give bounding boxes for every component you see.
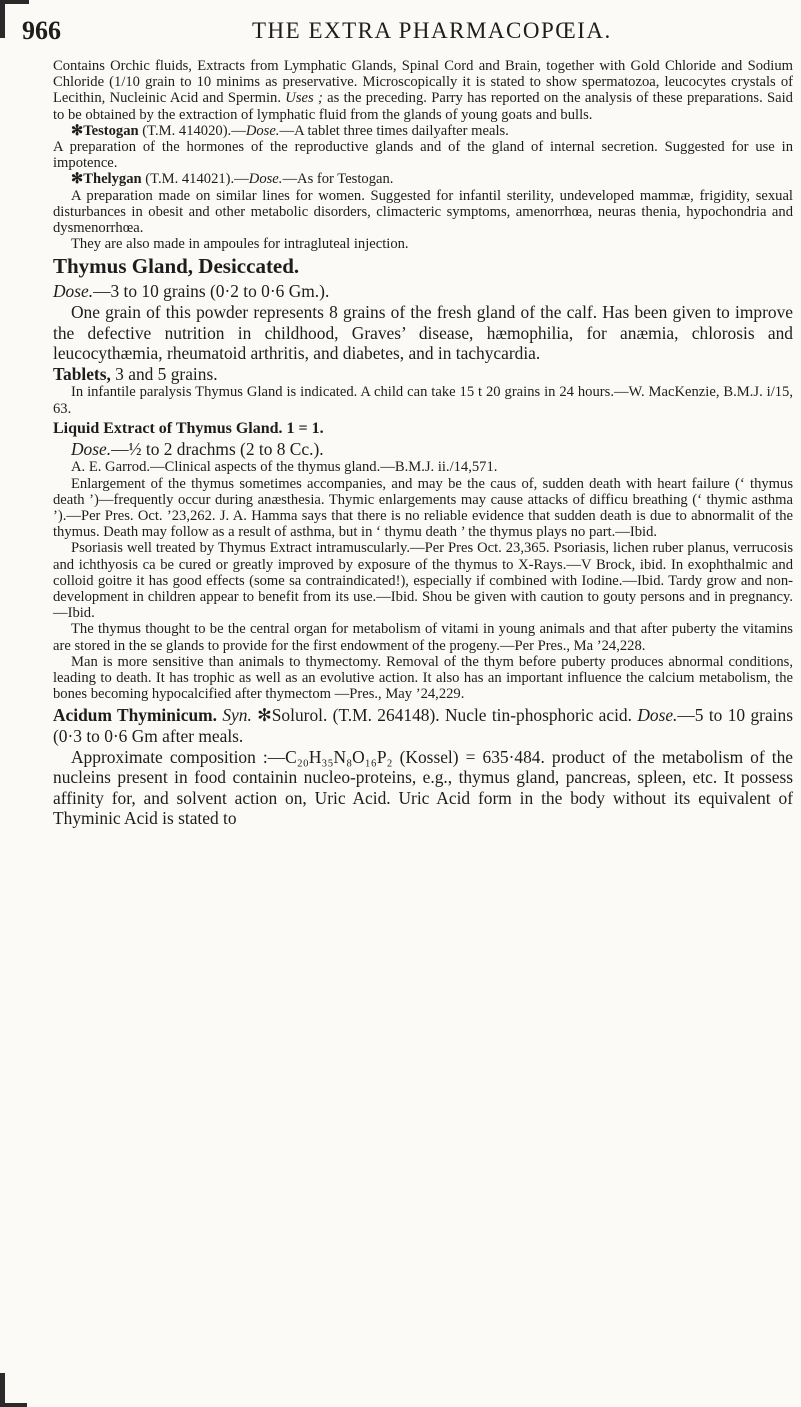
psoriasis-paragraph: Psoriasis well treated by Thymus Extract intramuscularly.—Per Pres Oct. 23,365. Psoriasis, lichen ruber planus, verrucosis and ichthyosis ca be cured or greatly improved by exposure of the thymus to X-Rays.—V Brock, ibid. In exophthalmic and colloid goitre it has good effects (some sa contraindicated!), especially if combined with Iodine.—Ibid. Tardy grow and non-development in children appear to benefit from its use.—Ibid. Shou be given with caution to gouty persons and in pregnancy.—Ibid. bbox=[53, 540, 793, 622]
thelygan-name: ✻Thelygan bbox=[71, 171, 142, 188]
testogan-name: ✻Testogan bbox=[71, 122, 139, 139]
acidum-composition: Approximate composition :—C₂₀H₃₅N₈O₁₆P₂ (Kossel) = 635·484. product of the metabolism of the nucleins present in food containin nucleo-proteins, e.g., thymus gland, pancreas, spleen, etc. It possess affinity for, and solvent action on, Uric Acid. Uric Acid form in the body without its equivalent of Thyminic Acid is stated to bbox=[53, 746, 793, 829]
page-body bbox=[53, 58, 793, 829]
tablets-line: Tablets, 3 and 5 grains. bbox=[53, 363, 218, 384]
page-bottom-mark bbox=[0, 1373, 27, 1407]
thelygan-ampoules: They are also made in ampoules for intragluteal injection. bbox=[71, 236, 409, 253]
tablets-paragraph: In infantile paralysis Thymus Gland is indicated. A child can take 15 t 20 grains in 24 hours.—W. MacKenzie, B.M.J. i/15, 63. bbox=[53, 384, 793, 417]
acidum-entry: Acidum Thyminicum. Syn. ✻Solurol. (T.M. 264148). Nucle tin-phosphoric acid. Dose.—5 to 10 grains (0·3 to 0·6 Gm after meals. bbox=[53, 705, 793, 747]
lymphatic-paragraph: Contains Orchic fluids, Extracts from Lymphatic Glands, Spinal Cord and Brain, together with Gold Chloride and Sodium Chloride (1/10 grain to 10 minims as preservative. Microscopically it is stated to show spermatozoa, leucocytes crystals of Lecithin, Nucleinic Acid and Spermin. Uses ; as the preceding. Parry has reported on the analysis of these preparations. Said to be obtained by the extraction of lymphatic fluid from the glands of young goats and bulls. bbox=[53, 58, 793, 123]
enlargement-paragraph: Enlargement of the thymus sometimes accompanies, and may be the caus of, sudden death with heart failure (‘ thymus death ’)—frequently occur during anæsthesia. Thymic enlargements may cause attacks of difficu breathing (‘ thymic asthma ’).—Per Pres. Oct. ’23,262. J. A. Hamma says that there is no reliable evidence that sudden death is due to abnormalit of the thymus. Death may follow as a result of asthma, but in ‘ thymu death ’ the thymus plays no part.—Ibid. bbox=[53, 475, 793, 541]
thymectomy-paragraph: Man is more sensitive than animals to thymectomy. Removal of the thym before puberty produces abnormal conditions, leading to death. It has trophic as well as an evolutive action. It also has an important influence the calcium metabolism, the bones becoming hypocalcified after thymectom —Pres., May ’24,229. bbox=[53, 653, 793, 703]
liquid-extract-dose: Dose.—½ to 2 drachms (2 to 8 Cc.). bbox=[71, 438, 324, 459]
vitamin-paragraph: The thymus thought to be the central organ for metabolism of vitami in young animals and that after puberty the vitamins are stored in the se glands to provide for the first endowment of the progeny.—Per Pres., Ma ’24,228. bbox=[53, 621, 793, 654]
testogan-entry: ✻Testogan (T.M. 414020).—Dose.—A tablet three times dailyafter meals. bbox=[71, 122, 509, 139]
thymus-dose: Dose.—3 to 10 grains (0·2 to 0·6 Gm.). bbox=[53, 281, 330, 302]
liquid-extract-heading: Liquid Extract of Thymus Gland. 1 = 1. bbox=[53, 419, 324, 437]
page-header bbox=[22, 16, 783, 46]
thymus-heading: Thymus Gland, Desiccated. bbox=[53, 254, 300, 279]
acidum-name: Acidum Thyminicum. bbox=[53, 705, 217, 726]
testogan-description: A preparation of the hormones of the reproductive glands and of the gland of internal secretion. Suggested for use in impotence. bbox=[53, 139, 793, 172]
thelygan-description: A preparation made on similar lines for women. Suggested for infantil sterility, undeveloped mammæ, frigidity, sexual disturbances in obesit and other metabolic disorders, climacteric symptoms, amenorrhœa, neuras thenia, hypochondria and dysmenorrhœa. bbox=[53, 187, 793, 237]
page-number: 966 bbox=[22, 16, 61, 45]
uses-label: Uses ; bbox=[285, 90, 323, 107]
thymus-description: One grain of this powder represents 8 grains of the fresh gland of the calf. Has been given to improve the defective nutrition in childhood, Graves’ disease, hæmophilia, for anæmia, chlorosis and leucocythæmia, rheumatoid arthritis, and diabetes, and in tachycardia. bbox=[53, 302, 793, 364]
garrod-reference: A. E. Garrod.—Clinical aspects of the thymus gland.—B.M.J. ii./14,571. bbox=[71, 459, 498, 476]
running-title: THE EXTRA PHARMACOPŒIA. bbox=[252, 18, 612, 43]
thelygan-entry: ✻Thelygan (T.M. 414021).—Dose.—As for Testogan. bbox=[71, 171, 394, 188]
